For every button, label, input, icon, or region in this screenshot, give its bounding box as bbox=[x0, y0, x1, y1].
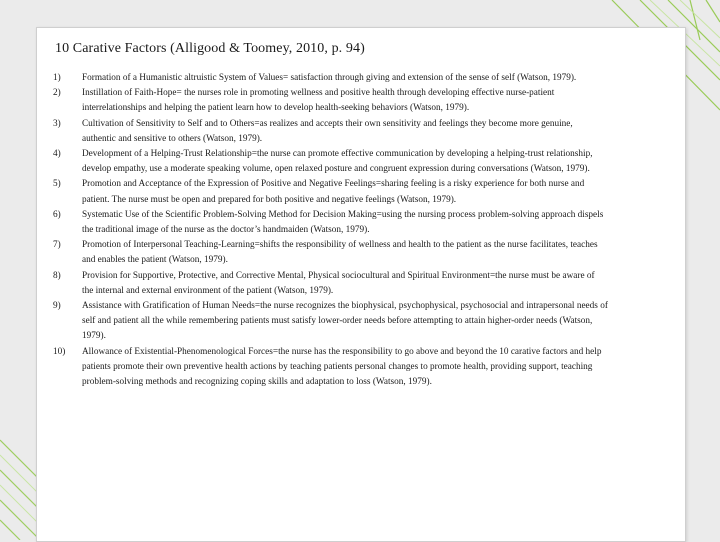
list-item bbox=[53, 238, 608, 268]
list-item-number: 1) bbox=[53, 73, 61, 83]
list-item-number: 4) bbox=[53, 149, 61, 160]
list-item-text: Cultivation of Sensitivity to Self and to Others=as realizes and accepts their own sensitivity and feelings they become more genuine, authentic and sensitive to others (Watson, 1979). bbox=[82, 118, 573, 144]
list-item-text: Systematic Use of the Scientific Problem-Solving Method for Decision Making=using the nursing process problem-solving approach dispels the traditional image of the nurse as the doctor’s handmaiden (Watson, 1979). bbox=[82, 209, 604, 236]
list-item bbox=[53, 299, 608, 345]
list-item-number: 10) bbox=[53, 346, 66, 357]
list-item-number: 7) bbox=[53, 240, 61, 251]
list-item-text: Instillation of Faith-Hope= the nurses role in promoting wellness and positive health through developing effective nurse-patient interrelationships and helping the patient learn how to develop health-seeking behaviors (Watson, 1979). bbox=[82, 88, 555, 114]
list-item-number: 8) bbox=[53, 270, 61, 281]
list-item bbox=[53, 269, 608, 299]
list-item-number: 6) bbox=[53, 209, 61, 220]
list-item-number: 2) bbox=[53, 88, 61, 99]
list-item-text: Allowance of Existential-Phenomenological Forces=the nurse has the responsibility to go above and beyond the 10 carative factors and help patients promote their own preventive health actions by teaching patients personal changes to promote health, providing support, teaching problem-solving methods and recognizing coping skills and adaptation to loss (Watson, 1979). bbox=[82, 346, 602, 388]
list-item-text: Provision for Supportive, Protective, and Corrective Mental, Physical sociocultural and Spiritual Environment=the nurse must be aware of the internal and external environment of the patient (Watson, 1979). bbox=[82, 270, 595, 296]
list-item bbox=[53, 86, 608, 116]
list-item-number: 9) bbox=[53, 301, 61, 312]
list-item-number: 3) bbox=[53, 118, 61, 129]
slide-title: 10 Carative Factors (Alligood & Toomey, 2010, p. 94) bbox=[55, 41, 365, 56]
list-item-text: Formation of a Humanistic altruistic System of Values= satisfaction through giving and extension of the sense of self (Watson, 1979). bbox=[82, 73, 577, 83]
carative-factors-list bbox=[53, 71, 608, 390]
list-item-text: Assistance with Gratification of Human Needs=the nurse recognizes the biophysical, psychophysical, psychosocial and intrapersonal needs of self and patient all the while remembering patients must satisfy lower-order needs before attempting to attain higher-order needs (Watson, 1979). bbox=[82, 301, 608, 342]
list-item-text: Promotion of Interpersonal Teaching-Learning=shifts the responsibility of wellness and health to the patient as the nurse facilitates, teaches and enables the patient (Watson, 1979). bbox=[82, 240, 598, 266]
list-item bbox=[53, 177, 608, 207]
list-item bbox=[53, 345, 608, 391]
list-item bbox=[53, 208, 608, 238]
list-item-text: Promotion and Acceptance of the Expression of Positive and Negative Feelings=sharing feeling is a risky experience for both nurse and patient. The nurse must be open and prepared for both positive and negative feelings (Watson, 1979). bbox=[82, 179, 585, 205]
list-item bbox=[53, 147, 608, 177]
list-item-text: Development of a Helping-Trust Relationship=the nurse can promote effective communication by developing a helping-trust relationship, develop empathy, use a moderate speaking volume, open relaxed posture and congruent expression during conversations (Watson, 1979). bbox=[82, 149, 593, 175]
list-item bbox=[53, 71, 608, 86]
list-item-number: 5) bbox=[53, 179, 61, 190]
list-item bbox=[53, 117, 608, 147]
